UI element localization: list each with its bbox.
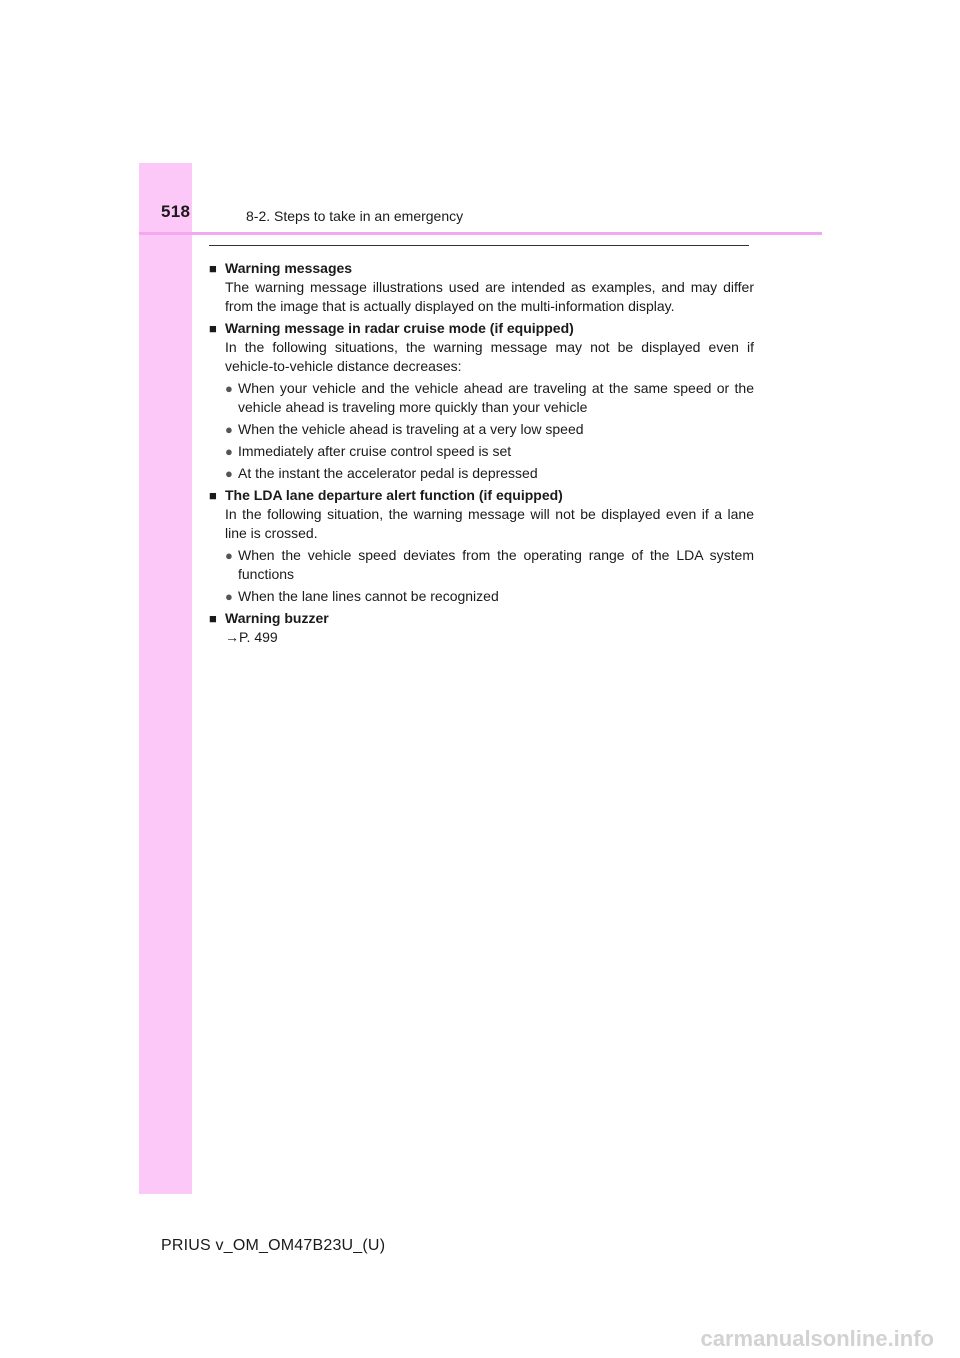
section-heading (209, 486, 754, 505)
square-bullet-icon: ■ (209, 261, 217, 276)
page-content (209, 256, 754, 647)
square-bullet-icon: ■ (209, 321, 217, 336)
page-reference-text: P. 499 (239, 629, 278, 645)
list-item (225, 420, 754, 439)
section-paragraph: In the following situations, the warning message may not be displayed even if vehicle-to-vehicle distance decreases: (225, 339, 754, 374)
list-item-text: At the instant the accelerator pedal is depressed (238, 465, 538, 481)
section-heading (209, 319, 754, 338)
section-heading (209, 609, 754, 628)
section-title: 8-2. Steps to take in an emergency (246, 208, 464, 224)
header-color-band (139, 232, 822, 235)
page-number: 518 (161, 202, 191, 221)
section-paragraph: In the following situation, the warning message will not be displayed even if a lane line is crossed. (225, 506, 754, 541)
heading-text: Warning messages (225, 260, 353, 276)
circle-bullet-icon: ● (225, 466, 233, 481)
watermark: carmanualsonline.info (700, 1326, 934, 1351)
list-item-text: When your vehicle and the vehicle ahead are traveling at the same speed or the vehicle ahead is traveling more quickly than your vehicle (238, 380, 754, 415)
footer-doc-code: PRIUS v_OM_OM47B23U_(U) (161, 1237, 386, 1254)
section-heading (209, 259, 754, 278)
circle-bullet-icon: ● (225, 548, 233, 563)
side-color-band (139, 163, 192, 1194)
list-item-text: When the vehicle ahead is traveling at a very low speed (238, 421, 584, 437)
list-item-text: When the vehicle speed deviates from the operating range of the LDA system functions (238, 547, 754, 582)
list-item (225, 546, 754, 584)
section-paragraph: The warning message illustrations used are intended as examples, and may differ from the image that is actually displayed on the multi-information display. (225, 279, 754, 314)
list-item (225, 587, 754, 606)
list-item (225, 379, 754, 417)
page-reference[interactable] (225, 628, 754, 647)
section-rule (209, 245, 749, 246)
square-bullet-icon: ■ (209, 488, 217, 503)
circle-bullet-icon: ● (225, 589, 233, 604)
list-item (225, 464, 754, 483)
heading-text: Warning message in radar cruise mode (if equipped) (225, 320, 574, 336)
circle-bullet-icon: ● (225, 381, 233, 396)
arrow-icon: → (225, 629, 239, 645)
circle-bullet-icon: ● (225, 444, 233, 459)
square-bullet-icon: ■ (209, 611, 217, 626)
list-item (225, 442, 754, 461)
list-item-text: Immediately after cruise control speed is set (238, 443, 512, 459)
heading-text: The LDA lane departure alert function (if equipped) (225, 487, 563, 503)
circle-bullet-icon: ● (225, 422, 233, 437)
list-item-text: When the lane lines cannot be recognized (238, 588, 499, 604)
heading-text: Warning buzzer (225, 610, 329, 626)
